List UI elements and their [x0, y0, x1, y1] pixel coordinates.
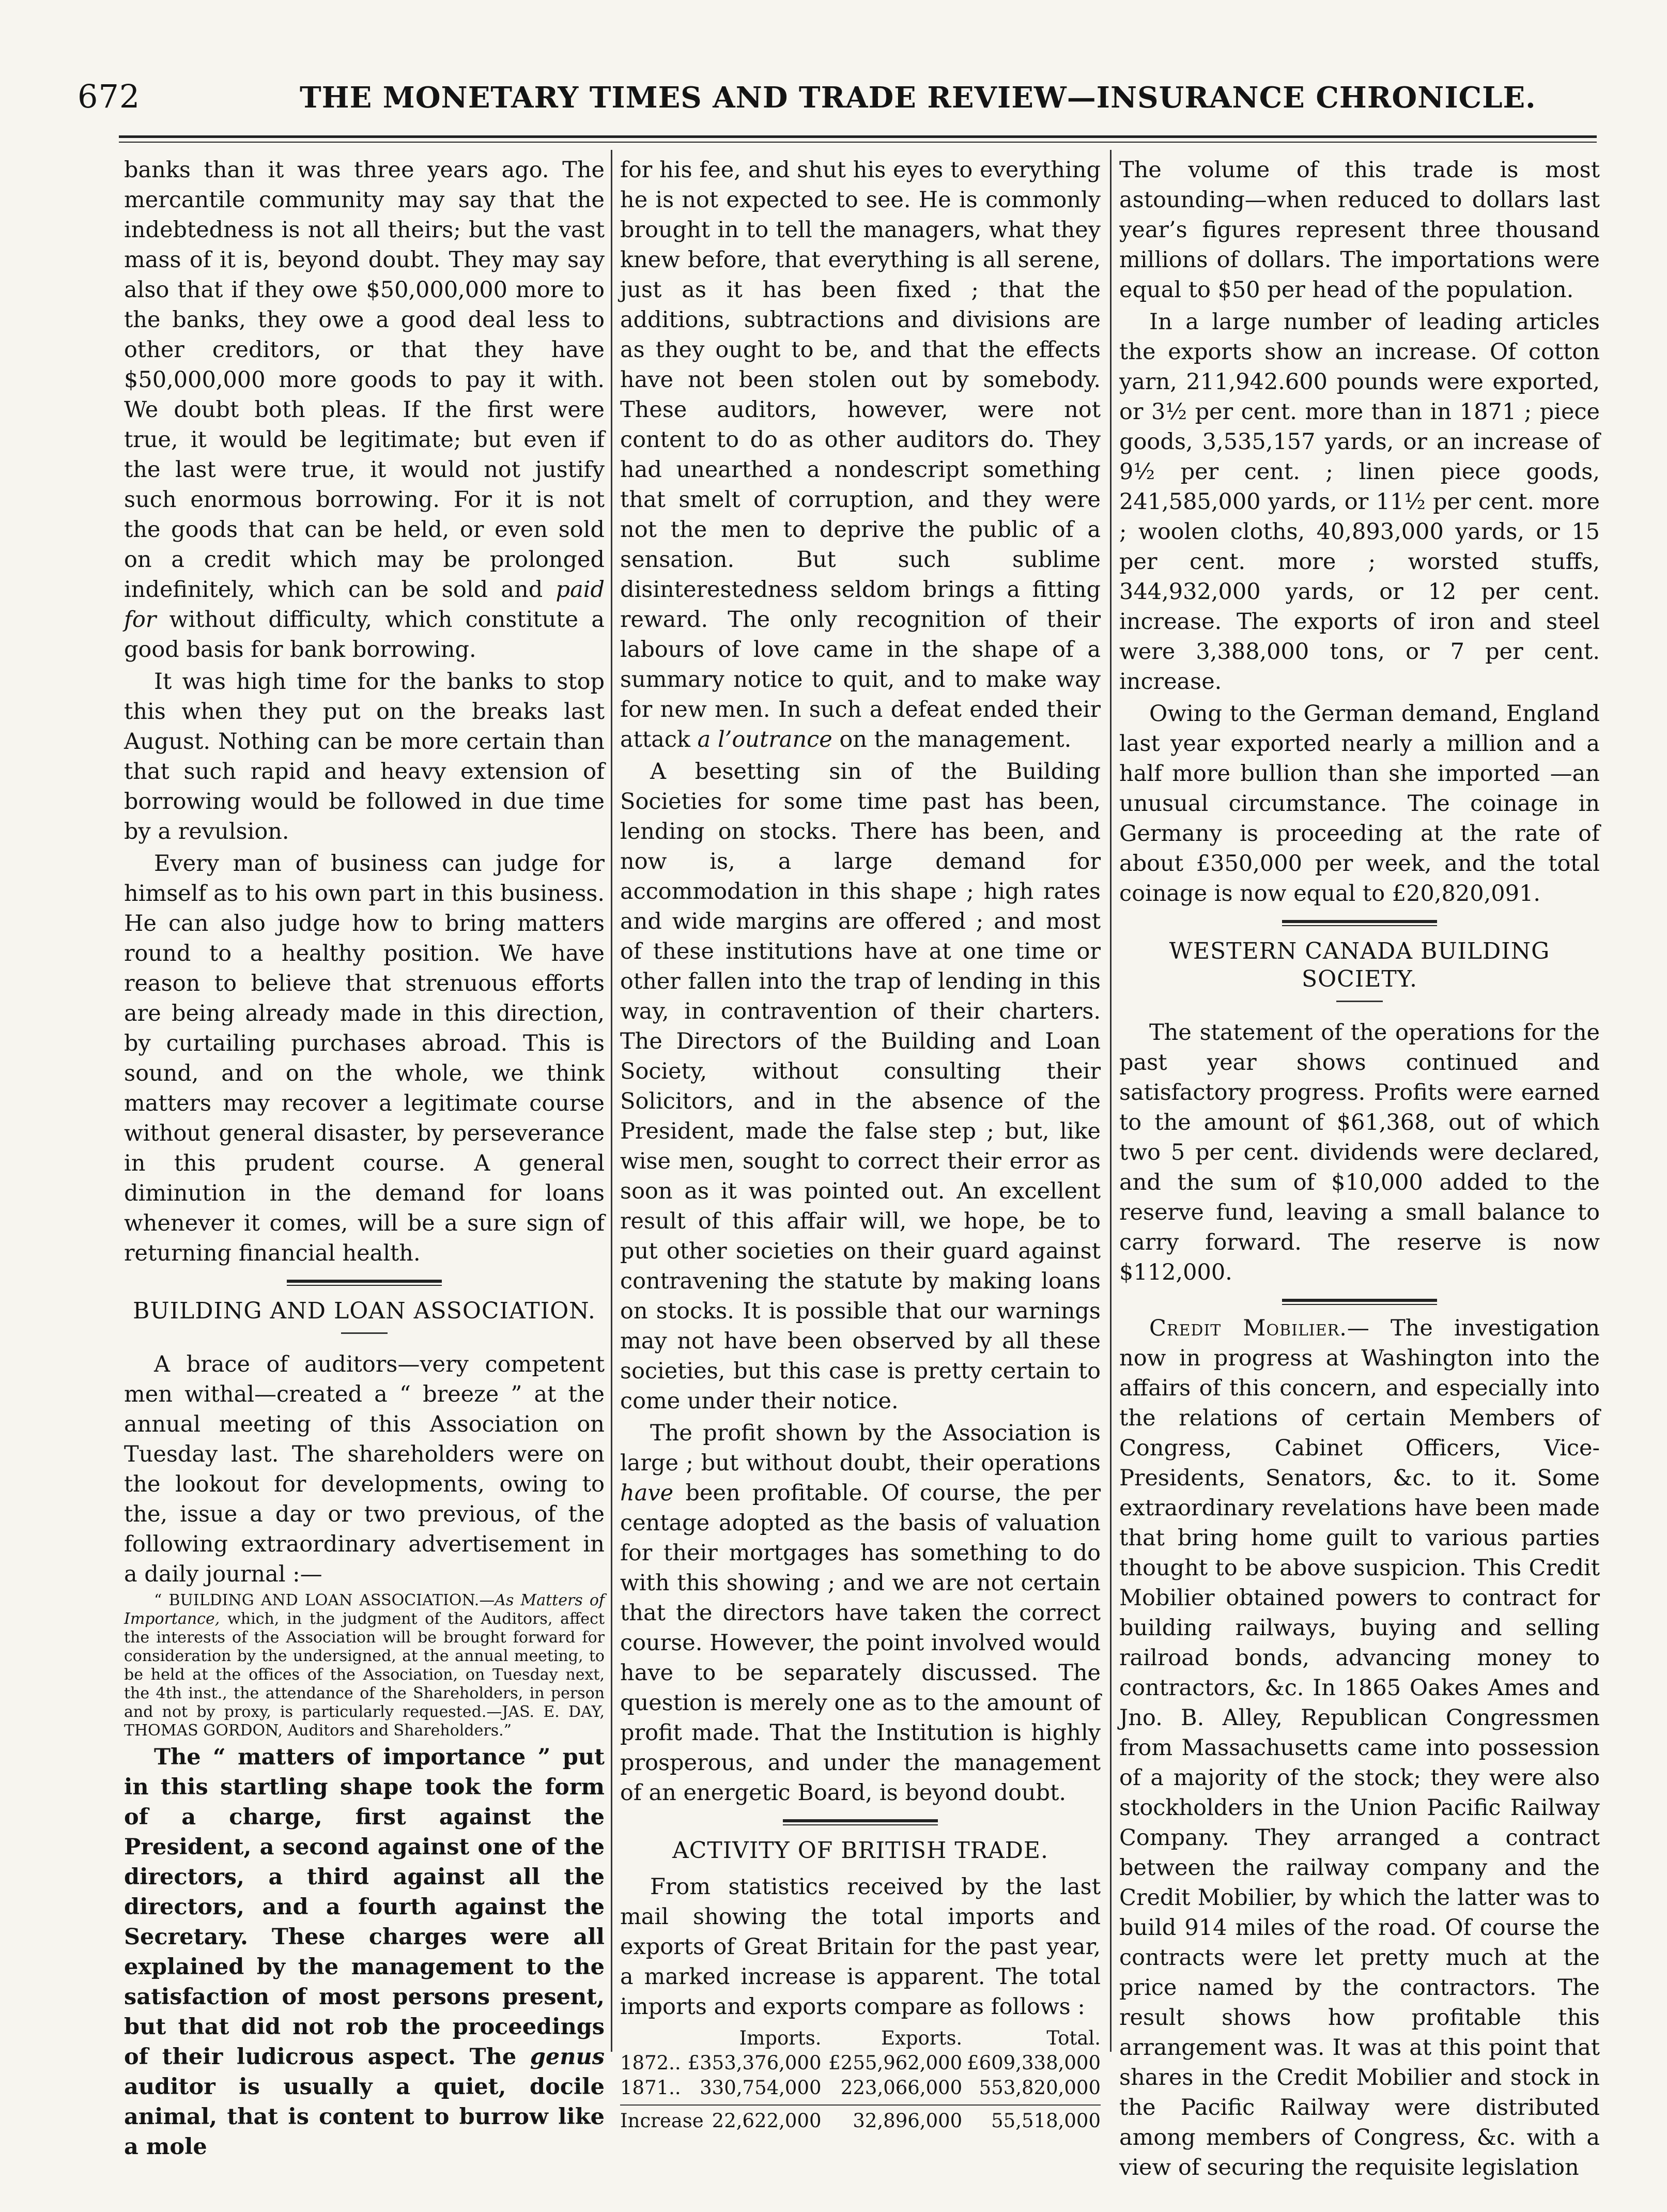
table-cell: 55,518,000 — [991, 2110, 1101, 2132]
emphasis: have — [620, 1480, 674, 1506]
column-1 — [124, 155, 605, 2164]
section-divider — [1282, 920, 1437, 926]
emphasis: a l’outrance — [697, 727, 832, 752]
header-rule-thin — [119, 142, 1597, 143]
text-run: “ BUILDING AND LOAN ASSOCIATION.— — [154, 1591, 495, 1609]
page-number: 672 — [78, 78, 141, 115]
heading-rule — [341, 1332, 388, 1334]
table-cell: 330,754,000 — [700, 2077, 822, 2099]
text-run: auditor is usually a quiet, docile animal, that is content to burrow like a mole — [124, 2074, 605, 2160]
text-run: without difficulty, which constitute a good basis for bank borrowing. — [124, 607, 605, 663]
advertisement-quote — [124, 1591, 605, 1740]
table-cell: £255,962,000 — [828, 2052, 963, 2074]
table-header: Imports. — [739, 2027, 822, 2049]
article-paragraph: The volume of this trade is most astounding—when reduced to dollars last year’s figures represent three thousand millions of dollars. The importations were equal to $50 per head of the population. — [1119, 157, 1600, 303]
text-run: which, in the judgment of the Auditors, affect the interests of the Association will be brought forward for consideration by the undersigned, at the annual meeting, to be held at the offices of the Association, on Tuesday next, the 4th inst., the attendance of the Shareholders, in person and not by proxy, is particularly requested.—JAS. E. DAY, THOMAS GORDON, Auditors and Shareholders.” — [124, 1610, 605, 1740]
text-run: been profitable. Of course, the per centage adopted as the basis of valuation for their mortgages has something to do with this showing ; and we are not certain that the directors have taken the correct course. However, the point involved would have to be separately discussed. The question is merely one as to the amount of profit made. That the Institution is highly prosperous, and under the management of an energetic Board, is beyond doubt. — [620, 1480, 1101, 1806]
table-cell — [620, 2026, 686, 2051]
table-row — [620, 2051, 1101, 2076]
emphasis: genus — [530, 2044, 605, 2070]
article-paragraph: In a large number of leading articles the exports show an increase. Of cotton yarn, 211,942.600 pounds were exported, or 3½ per cent. more than in 1871 ; piece goods, 3,535,157 yards, or an increase of 9½ per cent. ; linen piece goods, 241,585,000 yards, or 11½ per cent. more ; woolen cloths, 40,893,000 yards, or 15 per cent. more ; worsted stuffs, 344,932,000 yards, or 12 per cent. increase. The exports of iron and steel were 3,388,000 tons, or 7 per cent. increase. — [1119, 309, 1600, 695]
article-paragraph: Owing to the German demand, England last year exported nearly a million and a half more bullion than she imported —an unusual circumstance. The coinage in Germany is proceeding at the rate of about £350,000 per week, and the total coinage is now equal to £20,820,091. — [1119, 701, 1600, 907]
table-cell: 1872.. — [620, 2052, 681, 2074]
text-run: on the management. — [839, 727, 1072, 752]
section-divider — [1282, 1299, 1437, 1305]
text-run: — The investigation now in progress at Washington into the affairs of this concern, and especially into the relations of certain Members of Congress, Cabinet Officers, Vice-Presidents, Senators, &c. to it. Some extraordinary revelations have been made that bring home guilt to various parties thought to be above suspicion. This Credit Mobilier obtained powers to contract for building railways, buying and selling railroad bonds, advancing money to contractors, &c. In 1865 Oakes Ames and Jno. B. Alley, Republican Congressmen from Massachusetts came into possession of a majority of the stock; they were also stockholders in the Union Pacific Railway Company. They arranged a contract between the railway company and the Credit Mobilier, by which the latter was to build 914 miles of the road. Of course the contracts were let pretty much at the price named by the contractors. The result shows how profitable this arrangement was. It was at this point that shares in the Credit Mobilier and stock in the Pacific Railway were distributed among members of Congress, &c. with a view of securing the requisite legislation — [1119, 1315, 1600, 2180]
article-paragraph — [1119, 1313, 1600, 2183]
article-paragraph: It was high time for the banks to stop this when they put on the breaks last August. Nothing can be more certain than that such rapid and heavy extension of borrowing would be followed in due time by a revulsion. — [124, 669, 605, 844]
section-heading: ACTIVITY OF BRITISH TRADE. — [672, 1837, 1048, 1864]
run-in-heading: Credit Mobilier. — [1149, 1315, 1347, 1341]
text-run: banks than it was three years ago. The mercantile community may say that the indebtedness is not all theirs; but the vast mass of it is, beyond doubt. They may say also that if they owe $50,000,000 more to the banks, they owe a good deal less to other creditors, or that they have $50,000,000 more goods to pay it with. We doubt both pleas. If the first were true, it would be legitimate; but even if the last were true, it would not justify such enormous borrowing. For it is not the goods that can be held, or even sold on a credit which may be prolonged indefinitely, which can be sold and — [124, 157, 605, 603]
section-divider — [287, 1280, 442, 1286]
table-row — [620, 2076, 1101, 2100]
article-paragraph: Every man of business can judge for himself as to his own part in this business. He can also judge how to bring matters round to a healthy position. We have reason to believe that strenuous efforts are being already made in this direction, by curtailing purchases abroad. This is sound, and on the whole, we think matters may recover a legitimate course without general disaster, by perseverance in this prudent course. A general diminution in the demand for loans whenever it comes, will be a sure sign of returning financial health. — [124, 851, 605, 1266]
article-paragraph: A besetting sin of the Building Societies for some time past has been, lending on stocks. There has been, and now is, a large demand for accommodation in this shape ; high rates and wide margins are offered ; and most of these institutions have at one time or other fallen into the trap of lending in this way, in contravention of their charters. The Directors of the Building and Loan Society, without consulting their Solicitors, and in the absence of the President, made the false step ; but, like wise men, sought to correct their error as soon as it was pointed out. An excellent result of this affair will, we hope, be to put other societies on their guard against contravening the statute by making loans on stocks. It is possible that our warnings may not have been observed by all these societies, but this case is pretty certain to come under their notice. — [620, 759, 1101, 1414]
article-paragraph — [620, 155, 1101, 755]
header-rule — [119, 135, 1597, 138]
table-cell: Increase — [620, 2110, 704, 2132]
article-paragraph — [124, 155, 605, 665]
emphasis: As Matters of Importance, — [124, 1591, 605, 1628]
table-cell: 223,066,000 — [840, 2077, 963, 2099]
page-header — [78, 78, 1535, 140]
article-paragraph — [124, 1742, 605, 2162]
column-2 — [620, 155, 1101, 2133]
trade-table — [620, 2026, 1101, 2133]
article-paragraph: From statistics received by the last mail showing the total imports and exports of Great Britain for the past year, a marked increase is apparent. The total imports and exports compare as follows : — [620, 1874, 1101, 2020]
text-run: The “ matters of importance ” put in this startling shape took the form of a charge, first against the President, a second against one of the directors, a third against all the directors, and a fourth against the Secretary. These charges were all explained by the management to the satisfaction of most persons present, but that did not rob the proceedings of their ludicrous aspect. The — [124, 1744, 605, 2070]
table-cell: £609,338,000 — [967, 2052, 1101, 2074]
article-paragraph — [620, 1418, 1101, 1808]
emphasis: paid for — [124, 577, 605, 633]
table-cell: 32,896,000 — [853, 2110, 963, 2132]
article-paragraph: A brace of auditors—very competent men withal—created a “ breeze ” at the annual meeting of this Association on Tuesday last. The shareholders were on the lookout for developments, owing to the, issue a day or two previous, of the following extraordinary advertisement in a daily journal :— — [124, 1351, 605, 1587]
column-3 — [1119, 155, 1600, 2185]
running-title: THE MONETARY TIMES AND TRADE REVIEW—INSURANCE CHRONICLE. — [300, 81, 1536, 115]
table-cell: £353,376,000 — [687, 2052, 822, 2074]
table-cell: 1871.. — [620, 2077, 681, 2099]
section-heading: BUILDING AND LOAN ASSOCIATION. — [133, 1298, 596, 1324]
table-cell: 553,820,000 — [979, 2077, 1101, 2099]
text-run: The profit shown by the Association is large ; but without doubt, their operations — [620, 1420, 1101, 1476]
table-header: Total. — [1046, 2027, 1101, 2049]
table-rule — [620, 2105, 1101, 2106]
column-rule-1 — [611, 150, 612, 2052]
table-cell: 22,622,000 — [712, 2110, 822, 2132]
text-run: for his fee, and shut his eyes to everything he is not expected to see. He is commonly brought in to tell the managers, what they knew before, that everything is all serene, just as it has been fixed ; that the additions, subtractions and divisions are as they ought to be, and that the effects have not been stolen out by somebody. These auditors, however, were not content to do as other auditors do. They had unearthed a nondescript something that smelt of corruption, and they were not the men to deprive the public of a sensation. But such sublime disinterestedness seldom brings a fitting reward. The only recognition of their labours of love came in the shape of a summary notice to quit, and to make way for new men. In such a defeat ended their attack — [620, 157, 1101, 752]
section-heading: WESTERN CANADA BUILDING SOCIETY. — [1169, 938, 1550, 992]
table-header-row — [620, 2026, 1101, 2051]
heading-rule — [1336, 1001, 1383, 1002]
table-total-row — [620, 2109, 1101, 2133]
table-header: Exports. — [881, 2027, 963, 2049]
article-paragraph: The statement of the operations for the past year shows continued and satisfactory progress. Profits were earned to the amount of $61,368, out of which two 5 per cent. dividends were declared, and the sum of $10,000 added to the reserve fund, leaving a small balance to carry forward. The reserve is now $112,000. — [1119, 1020, 1600, 1285]
section-divider — [783, 1819, 938, 1825]
column-rule-2 — [1110, 150, 1112, 2052]
